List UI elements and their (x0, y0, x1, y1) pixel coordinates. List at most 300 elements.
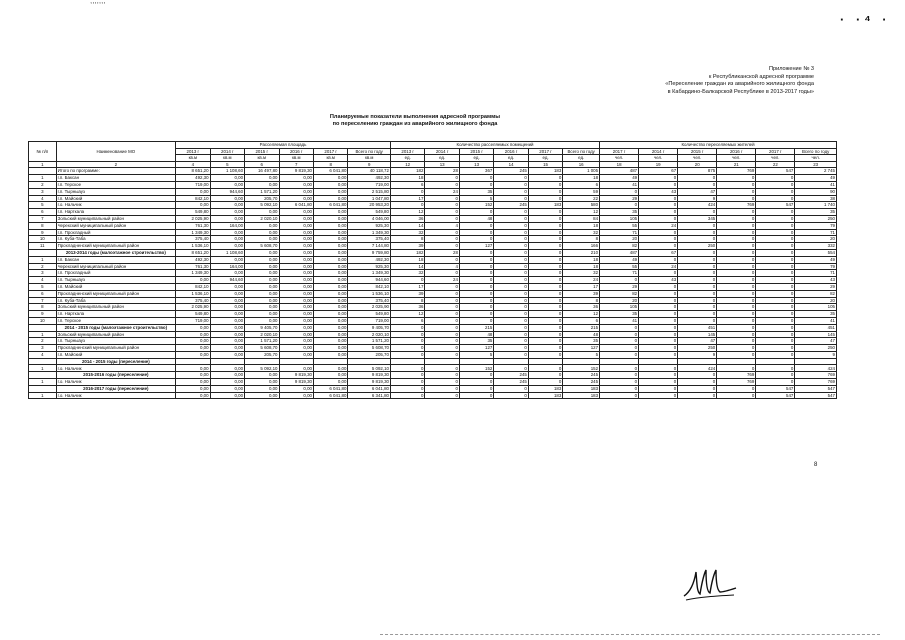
table-cell: 0 (639, 372, 678, 379)
table-cell: 0 (639, 379, 678, 386)
header-unit-area: кв.м (279, 155, 313, 162)
row-municipality-name: Итого по программе: (56, 168, 176, 175)
header-unit-people: чел. (795, 155, 837, 162)
document-title (300, 114, 530, 129)
table-cell: 0 (459, 222, 493, 229)
table-cell: 0 (528, 372, 562, 379)
scan-edge-line (380, 634, 880, 635)
table-cell: 0,00 (245, 249, 279, 256)
table-cell: 2 745 (795, 168, 837, 175)
table-cell: 0 (600, 379, 639, 386)
table-cell: 451 (795, 324, 837, 331)
table-cell: 0 (717, 209, 756, 216)
table-cell: 0,00 (210, 290, 244, 297)
table-cell: 0,00 (313, 243, 347, 250)
row-index: 9 (29, 229, 57, 236)
table-cell: 9 819,30 (279, 379, 313, 386)
row-municipality-name: г.п. Куба-Таба (56, 236, 176, 243)
table-cell: 719,00 (348, 317, 391, 324)
table-row (29, 188, 837, 195)
table-cell: 769 (795, 379, 837, 386)
row-index: 2 (29, 181, 57, 188)
row-municipality-name: г.п. Тырныауз (56, 188, 176, 195)
table-cell: 6 (563, 317, 600, 324)
table-cell: 0 (459, 256, 493, 263)
header-unit-count: ед. (528, 155, 562, 162)
row-index: 6 (29, 209, 57, 216)
table-cell: 0 (494, 331, 528, 338)
table-cell: 0 (390, 202, 424, 209)
table-cell: 487 (600, 168, 639, 175)
table-cell: 0,00 (279, 392, 313, 399)
table-cell (313, 358, 347, 365)
table-cell: 6 041,80 (313, 202, 347, 209)
table-cell: 0 (494, 304, 528, 311)
table-cell: 47 (678, 188, 717, 195)
table-cell: 0 (425, 283, 459, 290)
header-year-people: 2015 г (678, 148, 717, 155)
table-cell: 0 (425, 365, 459, 372)
row-municipality-name: 2016-2017 годы (переселение) (56, 385, 176, 392)
header-column-number: 12 (390, 161, 424, 168)
table-cell: 875 (678, 168, 717, 175)
table-cell: 152 (459, 365, 493, 372)
table-cell: 164,00 (210, 263, 244, 270)
table-cell: 0 (528, 181, 562, 188)
table-cell: 2 020,10 (245, 331, 279, 338)
table-cell: 0 (494, 243, 528, 250)
table-cell: 0 (459, 175, 493, 182)
row-index (29, 249, 57, 256)
table-cell: 0 (600, 338, 639, 345)
table-cell: 183 (528, 202, 562, 209)
table-cell: 47 (795, 338, 837, 345)
row-index: 7 (29, 215, 57, 222)
table-cell: 375,40 (348, 236, 391, 243)
header-year-count: Всего по году (563, 148, 600, 155)
table-cell: 0 (494, 283, 528, 290)
table-cell: 0 (639, 236, 678, 243)
table-cell: 925,30 (348, 263, 391, 270)
header-column-number: 8 (313, 161, 347, 168)
table-cell: 0,00 (245, 256, 279, 263)
table-cell: 245 (494, 379, 528, 386)
table-cell: 0 (639, 256, 678, 263)
table-cell: 0 (678, 270, 717, 277)
table-cell: 0 (756, 317, 795, 324)
header-column-number: 18 (600, 161, 639, 168)
table-cell: 0,00 (176, 392, 210, 399)
table-cell: 0 (459, 304, 493, 311)
table-cell: 0,00 (210, 372, 244, 379)
table-cell: 547 (756, 385, 795, 392)
table-cell: 0,00 (313, 338, 347, 345)
table-cell: 0,00 (313, 188, 347, 195)
row-index (29, 168, 57, 175)
table-cell: 0 (390, 379, 424, 386)
table-cell: 245 (494, 202, 528, 209)
table-cell: 0,00 (245, 290, 279, 297)
table-cell: 0 (528, 236, 562, 243)
table-cell: 0 (717, 385, 756, 392)
table-cell: 0 (717, 311, 756, 318)
header-column-number: 15 (528, 161, 562, 168)
table-cell: 0 (425, 351, 459, 358)
table-cell: 164,00 (210, 222, 244, 229)
table-cell: 0,00 (313, 379, 347, 386)
table-row (29, 277, 837, 284)
table-cell: 0 (717, 188, 756, 195)
table-cell: 0,00 (245, 175, 279, 182)
table-cell: 9 (795, 351, 837, 358)
table-cell: 0 (494, 249, 528, 256)
table-cell: 0 (639, 195, 678, 202)
header-column-number: 23 (795, 161, 837, 168)
table-cell: 0,00 (210, 202, 244, 209)
table-cell: 0 (425, 372, 459, 379)
table-cell: 245 (494, 168, 528, 175)
table-cell: 0 (756, 215, 795, 222)
table-cell: 49 (600, 256, 639, 263)
table-cell: 0 (717, 243, 756, 250)
table-cell: 332 (795, 243, 837, 250)
table-cell: 0 (717, 175, 756, 182)
table-cell: 0 (756, 188, 795, 195)
table-cell: 7 144,80 (348, 243, 391, 250)
table-cell: 0 (756, 277, 795, 284)
table-cell: 0 (756, 379, 795, 386)
table-cell: 49 (795, 256, 837, 263)
table-cell: 424 (795, 365, 837, 372)
header-year-people: 2016 г (717, 148, 756, 155)
table-cell: 0 (528, 290, 562, 297)
table-cell: 0 (494, 311, 528, 318)
table-cell: 24 (425, 277, 459, 284)
table-cell: 205,70 (245, 351, 279, 358)
row-index: 1 (29, 331, 57, 338)
table-cell: 375,40 (176, 236, 210, 243)
table-cell: 28 (425, 249, 459, 256)
table-cell: 41 (795, 181, 837, 188)
table-cell: 8 (390, 297, 424, 304)
table-cell: 0 (528, 345, 562, 352)
header-unit-count: ед. (459, 155, 493, 162)
header-year-people: 2017 г (756, 148, 795, 155)
table-cell: 2 020,10 (348, 331, 391, 338)
table-cell: 0 (528, 324, 562, 331)
table-cell: 0 (756, 175, 795, 182)
table-cell: 0 (756, 195, 795, 202)
row-index: 10 (29, 236, 57, 243)
table-cell: 0,00 (313, 345, 347, 352)
row-index: 5 (29, 283, 57, 290)
row-index: 7 (29, 297, 57, 304)
table-cell: 12 (390, 311, 424, 318)
table-cell: 5 608,70 (245, 243, 279, 250)
table-cell: 6 041,80 (348, 385, 391, 392)
table-cell: 5 092,10 (245, 202, 279, 209)
table-cell: 35 (459, 338, 493, 345)
table-cell: 9 819,30 (348, 372, 391, 379)
table-cell: 0 (717, 345, 756, 352)
table-row (29, 175, 837, 182)
table-cell (528, 358, 562, 365)
table-cell: 71 (600, 270, 639, 277)
header-column-number: 1 (29, 161, 57, 168)
table-cell: 0 (528, 249, 562, 256)
table-row (29, 168, 837, 175)
table-cell: 0 (425, 229, 459, 236)
table-cell: 0 (528, 243, 562, 250)
table-cell: 0 (425, 195, 459, 202)
table-cell: 0 (494, 229, 528, 236)
row-index: 4 (29, 351, 57, 358)
table-cell: 84 (563, 215, 600, 222)
table-cell: 0 (528, 277, 562, 284)
table-cell: 0 (756, 290, 795, 297)
table-cell: 0 (390, 392, 424, 399)
table-cell: 0 (459, 379, 493, 386)
table-cell: 0 (756, 345, 795, 352)
table-cell: 20 (795, 236, 837, 243)
table-cell: 43 (639, 188, 678, 195)
table-cell: 1 571,20 (245, 338, 279, 345)
table-cell: 0 (600, 345, 639, 352)
table-cell: 12 (390, 209, 424, 216)
table-cell: 0 (425, 209, 459, 216)
table-cell: 0 (494, 222, 528, 229)
header-year-people: Всего по году (795, 148, 837, 155)
header-column-number: 20 (678, 161, 717, 168)
table-cell: 0 (459, 311, 493, 318)
table-cell: 0,00 (313, 229, 347, 236)
row-municipality-name: г.о. Нальчик (56, 365, 176, 372)
table-cell: 0,00 (245, 385, 279, 392)
table-cell: 0,00 (210, 175, 244, 182)
row-index (29, 324, 57, 331)
table-cell: 0,00 (210, 209, 244, 216)
table-cell: 0,00 (313, 256, 347, 263)
table-cell: 49 (795, 175, 837, 182)
table-cell: 769 (717, 168, 756, 175)
table-cell: 0 (600, 372, 639, 379)
table-cell: 9 759,80 (348, 249, 391, 256)
table-section-row (29, 324, 837, 331)
table-cell: 0 (459, 392, 493, 399)
table-cell: 12 (563, 311, 600, 318)
row-index (29, 372, 57, 379)
table-cell: 0 (425, 202, 459, 209)
table-cell: 5 (459, 351, 493, 358)
table-cell: 842,10 (176, 195, 210, 202)
table-cell (639, 358, 678, 365)
table-cell: 0 (425, 297, 459, 304)
table-cell: 1 571,20 (245, 188, 279, 195)
table-cell: 0,00 (210, 270, 244, 277)
table-cell: 0 (639, 338, 678, 345)
table-cell: 0 (756, 311, 795, 318)
table-row (29, 338, 837, 345)
table-cell: 0,00 (313, 236, 347, 243)
table-row (29, 331, 837, 338)
row-index: 3 (29, 345, 57, 352)
table-cell: 35 (459, 188, 493, 195)
table-cell: 0 (717, 215, 756, 222)
table-cell: 43 (795, 277, 837, 284)
table-cell: 0 (494, 195, 528, 202)
table-cell: 0 (494, 215, 528, 222)
header-column-number: 19 (639, 161, 678, 168)
table-cell: 0 (425, 236, 459, 243)
table-cell: 0 (717, 351, 756, 358)
table-cell: 145 (678, 331, 717, 338)
row-index: 4 (29, 195, 57, 202)
table-cell: 0,00 (313, 372, 347, 379)
header-unit-people: чел. (756, 155, 795, 162)
table-cell: 0 (425, 304, 459, 311)
row-municipality-name: г.о. Нальчик (56, 202, 176, 209)
table-cell: 0 (717, 331, 756, 338)
table-cell: 0 (494, 338, 528, 345)
table-cell: 6 041,80 (279, 202, 313, 209)
table-cell: 0 (639, 243, 678, 250)
table-cell: 18 (390, 175, 424, 182)
table-cell: 29 (600, 283, 639, 290)
header-column-number: 16 (563, 161, 600, 168)
table-cell: 0 (756, 236, 795, 243)
table-cell: 0,00 (245, 277, 279, 284)
table-cell: 0 (678, 229, 717, 236)
table-cell: 36 (563, 304, 600, 311)
table-cell: 0 (678, 175, 717, 182)
table-section-row (29, 249, 837, 256)
table-cell: 0 (756, 297, 795, 304)
header-unit-people: чел. (678, 155, 717, 162)
table-row (29, 181, 837, 188)
table-cell: 0 (639, 290, 678, 297)
table-cell: 0 (756, 256, 795, 263)
table-cell: 14 (390, 263, 424, 270)
table-cell: 2 025,90 (176, 215, 210, 222)
table-cell: 6 041,80 (313, 392, 347, 399)
table-cell: 0 (390, 345, 424, 352)
table-cell: 35 (600, 209, 639, 216)
table-cell: 24 (639, 222, 678, 229)
table-cell: 0 (717, 256, 756, 263)
table-cell: 0 (425, 243, 459, 250)
table-cell: 0 (639, 270, 678, 277)
table-cell: 0 (756, 338, 795, 345)
corner-marks: · ·⁴ · (840, 12, 891, 27)
header-year-count: 2017 г (528, 148, 562, 155)
title-line: по переселению граждан из аварийного жилищного фонда (332, 121, 498, 128)
table-cell: 0 (528, 365, 562, 372)
table-cell: 0 (756, 304, 795, 311)
table-cell: 1 108,60 (210, 168, 244, 175)
table-cell: 0 (678, 297, 717, 304)
row-municipality-name: г.о. Нальчик (56, 379, 176, 386)
table-cell: 5 092,10 (348, 365, 391, 372)
table-cell: 0 (390, 351, 424, 358)
table-cell: 0 (494, 385, 528, 392)
table-cell: 0 (494, 290, 528, 297)
table-cell: 0 (639, 283, 678, 290)
table-cell: 0,00 (313, 195, 347, 202)
header-column-number: 14 (494, 161, 528, 168)
table-cell: 0 (717, 338, 756, 345)
table-cell: 182 (390, 249, 424, 256)
table-cell: 0,00 (210, 256, 244, 263)
table-cell: 5 (563, 351, 600, 358)
row-index: 3 (29, 188, 57, 195)
row-municipality-name: Зольский муниципальный район (56, 215, 176, 222)
table-cell: 32 (563, 229, 600, 236)
table-cell: 0 (639, 311, 678, 318)
table-cell: 36 (390, 304, 424, 311)
row-municipality-name: г.п. Терское (56, 317, 176, 324)
row-municipality-name: г.п. Прохладный (56, 270, 176, 277)
table-cell: 0 (756, 222, 795, 229)
table-cell (678, 358, 717, 365)
table-cell: 0 (425, 256, 459, 263)
table-cell: 105 (600, 304, 639, 311)
table-cell: 35 (563, 338, 600, 345)
table-cell: 0 (756, 365, 795, 372)
table-cell: 48 (459, 331, 493, 338)
table-cell (176, 358, 210, 365)
table-cell: 0,00 (210, 243, 244, 250)
header-column-number: 13 (459, 161, 493, 168)
table-cell: 5 608,70 (348, 345, 391, 352)
table-cell: 152 (563, 365, 600, 372)
row-municipality-name: г.п. Тырныауз (56, 338, 176, 345)
table-cell: 0 (639, 345, 678, 352)
table-section-row (29, 358, 837, 365)
table-cell (494, 358, 528, 365)
table-cell: 0 (717, 236, 756, 243)
table-cell: 20 (600, 236, 639, 243)
table-cell: 0 (717, 317, 756, 324)
table-cell (390, 358, 424, 365)
table-cell: 0,00 (210, 392, 244, 399)
table-cell: 0 (678, 385, 717, 392)
table-cell: 0 (678, 372, 717, 379)
table-cell: 20 (795, 297, 837, 304)
table-row (29, 283, 837, 290)
table-cell: 145 (795, 331, 837, 338)
row-index: 1 (29, 175, 57, 182)
table-cell: 925,30 (348, 222, 391, 229)
table-cell: 0,00 (313, 331, 347, 338)
table-cell: 0 (528, 297, 562, 304)
table-cell: 1 047,80 (348, 195, 391, 202)
table-cell: 0 (717, 392, 756, 399)
table-cell: 0,00 (313, 290, 347, 297)
table-cell: 0 (425, 379, 459, 386)
table-cell: 250 (678, 243, 717, 250)
table-cell: 0,00 (245, 304, 279, 311)
table-cell: 0,00 (210, 317, 244, 324)
table-cell: 0,00 (245, 317, 279, 324)
table-cell: 0,00 (210, 236, 244, 243)
table-cell: 0 (600, 392, 639, 399)
table-cell: 9 819,30 (348, 379, 391, 386)
row-index: 6 (29, 290, 57, 297)
table-row (29, 215, 837, 222)
table-cell: 9 (678, 195, 717, 202)
table-cell: 0 (717, 229, 756, 236)
table-cell: 38 (795, 195, 837, 202)
